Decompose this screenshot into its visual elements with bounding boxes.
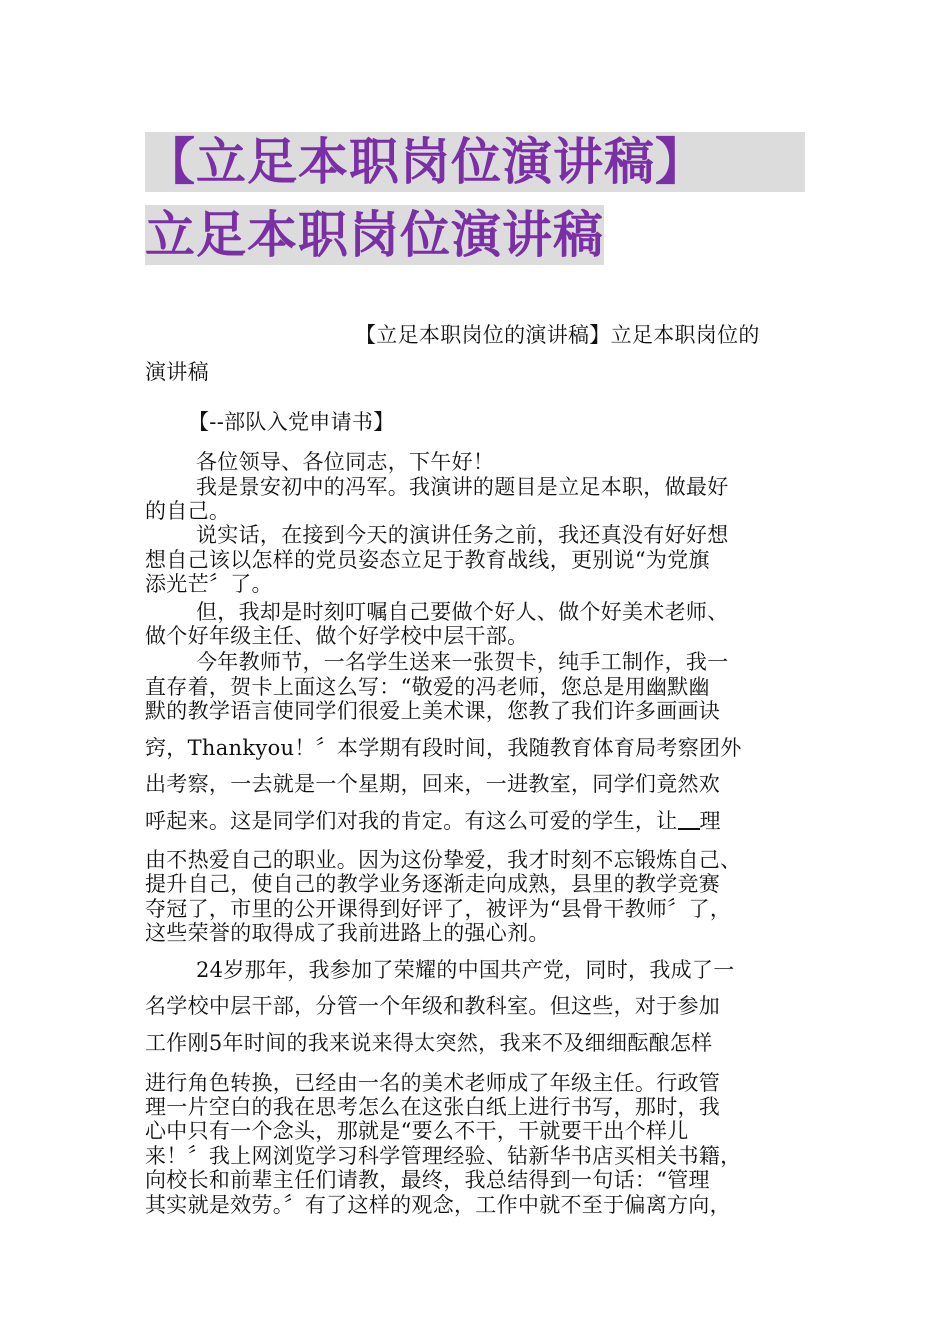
paragraph-line: 24岁那年，我参加了荣耀的中国共产党，同时，我成了一 (196, 958, 735, 982)
paragraph-line: 做个好年级主任、做个好学校中层干部。 (145, 624, 529, 648)
paragraph-line: 但，我却是时刻叮嘱自己要做个好人、做个好美术老师、 (196, 600, 729, 624)
paragraph-line: 工作刚5年时间的我来说来得太突然，我来不及细细酝酿怎样 (145, 1031, 713, 1055)
paragraph-line: 来！〞我上网浏览学习科学管理经验、钻新华书店买相关书籍， (145, 1144, 742, 1168)
paragraph-text: 呼起来。这是同学们对我的肯定。有这么可爱的学生，让 (145, 809, 678, 833)
paragraph-line: 窍，Thankyou！〞本学期有段时间，我随教育体育局考察团外 (145, 736, 742, 760)
paragraph-line: 的自己。 (145, 499, 231, 523)
paragraph-line: 向校长和前辈主任们请教，最终，我总结得到一句话：“管理 (145, 1168, 710, 1192)
paragraph-line: 进行角色转换，已经由一名的美术老师成了年级主任。行政管 (145, 1071, 721, 1095)
paragraph-line: 提升自己，使自己的教学业务逐渐走向成熟，县里的教学竞赛 (145, 872, 721, 896)
paragraph-line: 说实话，在接到今天的演讲任务之前，我还真没有好好想 (196, 523, 729, 547)
paragraph-line: 出考察，一去就是一个星期，回来，一进教室，同学们竟然欢 (145, 772, 721, 796)
blank-underline (678, 828, 700, 830)
paragraph-line: 其实就是效劳。〞有了这样的观念，工作中就不至于偏离方向， (145, 1193, 731, 1217)
paragraph-line: 我是景安初中的冯军。我演讲的题目是立足本职，做最好 (196, 475, 729, 499)
paragraph-line: 今年教师节，一名学生送来一张贺卡，纯手工制作，我一 (196, 650, 729, 674)
paragraph-line: 这些荣誉的取得成了我前进路上的强心剂。 (145, 921, 550, 945)
subtitle-line-1: 【立足本职岗位的演讲稿】立足本职岗位的 (355, 323, 760, 347)
paragraph-line: 直存着，贺卡上面这么写：“敬爱的冯老师，您总是用幽默幽 (145, 675, 710, 699)
paragraph-line (145, 808, 721, 834)
paragraph-line: 想自己该以怎样的党员姿态立足于教育战线，更别说“为党旗 (145, 548, 710, 572)
greeting-line: 各位领导、各位同志，下午好！ (196, 450, 495, 474)
paragraph-line: 默的教学语言使同学们很爱上美术课，您教了我们许多画画诀 (145, 699, 721, 723)
paragraph-line: 心中只有一个念头，那就是“要么不干，干就要干出个样儿 (145, 1119, 689, 1143)
paragraph-line: 由不热爱自己的职业。因为这份挚爱，我才时刻不忘锻炼自己、 (145, 848, 742, 872)
paragraph-line: 理一片空白的我在思考怎么在这张白纸上进行书写，那时，我 (145, 1095, 721, 1119)
category-tag: 【--部队入党申请书】 (188, 410, 395, 434)
subtitle-line-2: 演讲稿 (145, 360, 209, 384)
document-title-line-2: 立足本职岗位演讲稿 (145, 206, 604, 264)
paragraph-line: 名学校中层干部，分管一个年级和教科室。但这些，对于参加 (145, 994, 721, 1018)
paragraph-line: 添光芒〞了。 (145, 572, 273, 596)
paragraph-text: 理 (699, 809, 721, 833)
document-title-line-1: 【立足本职岗位演讲稿】 (145, 132, 805, 192)
paragraph-line: 夺冠了，市里的公开课得到好评了，被评为“县骨干教师〞了， (145, 897, 732, 921)
